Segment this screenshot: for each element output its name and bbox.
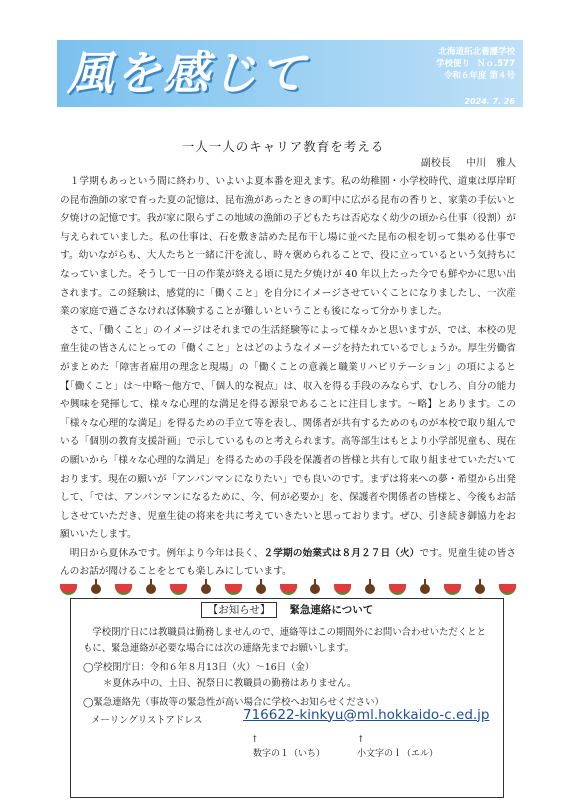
watermelon-icon: [170, 584, 187, 595]
article-title: 一人一人のキャリア教育を考える: [181, 139, 385, 154]
note-lowercase-l: 小文字のｌ（エル）: [357, 748, 439, 759]
mailing-list-label: メーリングリストアドレス: [91, 714, 203, 726]
notice-label: 【お知らせ】: [201, 602, 278, 618]
year-issue: 令和６年度 第４号: [444, 71, 515, 81]
watermelon-icon: [389, 584, 406, 595]
up-arrow-icon: ↑: [251, 734, 259, 745]
article-body: [60, 173, 516, 582]
paragraph-1: １学期もあっという間に終わり、いよいよ夏本番を迎えます。私の幼稚園・小学校時代、道東は厚岸町の昆布漁師の家で育った夏の記憶は、昆布漁があったときの町中に広がる昆布の香りと、家業の手伝いと夕焼けの記憶です。我が家に限らずこの地域の漁師の子どもたちは否応なく幼少の頃から仕事（役割）が与えられていました。私の仕事は、石を敷き詰めた昆布干し場に並べた昆布の根を切って集める仕事です。幼いながらも、大人たちと一緒に汗を流し、時々褒められることで、役に立っているという気持ちになっていました。そうして一日の作業が終える頃に見た夕焼けが 40 年以上たった今でも鮮やかに思い出されます。この経験は、感覚的に「働くこと」を自分にイメージさせていくことになりましたし、一次産業の家庭で過ごさなければ体験することが難しいということも後になって分かりました。: [60, 176, 516, 318]
beetle-icon: [146, 584, 156, 594]
author-role: 副校長: [420, 158, 451, 169]
school-name: 北海道拓北養護学校: [438, 47, 515, 57]
beetle-icon: [475, 584, 485, 594]
masthead-banner: [57, 40, 523, 107]
mailing-list-address[interactable]: 716622-kinkyu@ml.hokkaido-c.ed.jp: [243, 706, 490, 723]
beetle-icon: [256, 584, 266, 594]
watermelon-icon: [225, 584, 242, 595]
notice-intro: 学校閉庁日には教職員は勤務しませんので、連絡等はこの期間外にお問い合わせいただくとともに、緊急連絡が必要な場合には次の連絡先までお願いします。: [83, 627, 486, 654]
newsletter-label: 学校便り: [436, 59, 471, 69]
note-digit-one: 数字の１（いち）: [253, 748, 326, 759]
beetle-icon: [201, 584, 211, 594]
mailing-list-row: [83, 706, 495, 733]
author-name: 中川 雅人: [466, 158, 516, 169]
watermelon-icon: [60, 584, 77, 595]
beetle-icon: [310, 584, 320, 594]
closure-days: ◯学校閉庁日：令和６年８月13日（火）～16日（金）: [83, 662, 315, 673]
emergency-contact: ◯緊急連絡先（事故等の緊急性が高い場合に学校へお知らせください）: [83, 697, 384, 708]
beetle-icon: [420, 584, 430, 594]
notice-title: 緊急連絡について: [289, 604, 374, 616]
paragraph-3: 明日から夏休みです。例年より今年は長く、２学期の始業式は８月２７日（火）です。児童生徒の皆さんのお話が聞けることをとても楽しみにしています。: [60, 547, 517, 578]
issue-number: Ｎｏ.577: [477, 59, 515, 69]
decorative-divider: [60, 582, 516, 596]
watermelon-icon: [334, 584, 351, 595]
watermelon-icon: [444, 584, 461, 595]
closure-note: ＊夏休み中の、土日、祝祭日に教職員の勤務はありません。: [103, 677, 357, 689]
school-info: [432, 46, 515, 108]
watermelon-icon: [280, 584, 297, 595]
notice-box: [70, 598, 504, 798]
author-line: [409, 154, 516, 169]
beetle-icon: [365, 584, 375, 594]
up-arrow-icon: ↑: [357, 734, 365, 745]
notice-heading: [71, 602, 503, 617]
watermelon-icon: [115, 584, 132, 595]
paragraph-2: さて、「働くこと」のイメージはそれまでの生活経験等によって様々かと思いますが、では、本校の児童生徒の皆さんにとっての「働くこと」とはどのようなイメージを持たれているでしょうか。厚生労働省がまとめた「障害者雇用の理念と現場」の「働くことの意義と職業リハビリテーション」の項によると【「働くこと」は～中略～他方で、「個人的な視点」は、収入を得る手段のみならず、むしろ、自分の能力や興味を発揮して、様々な心理的な満足を得る源泉であることに注目します。～略】とあります。この「様々な心理的な満足」を得るための手立て等を表し、関係者が共有するためのものが本校で取り組んでいる「個別の教育支援計画」で示しているものと考えられます。高等部生はもとより小学部児童も、現在の願いから「様々な心理的な満足」を得るための手段を保護者の皆様と共有して取り組ませていただいております。現在の願いが「アンパンマンになりたい」でも良いのです。まずは将来への夢・希望から出発して、「では、アンパンマンになるために、今、何が必要か」を、保護者や関係者の皆様と、今後もお話しさせていただき、児童生徒の将来を共に考えていきたいと思っております。ぜひ、引き続き御協力をお願いいたします。: [60, 324, 516, 541]
watermelon-icon: [499, 584, 516, 595]
masthead-title: 風を感じて: [67, 46, 307, 100]
issue-date: 2024. 7. 26: [464, 97, 515, 106]
term-start-date: ２学期の始業式は８月２７日（火）: [263, 547, 420, 559]
beetle-icon: [91, 584, 101, 594]
